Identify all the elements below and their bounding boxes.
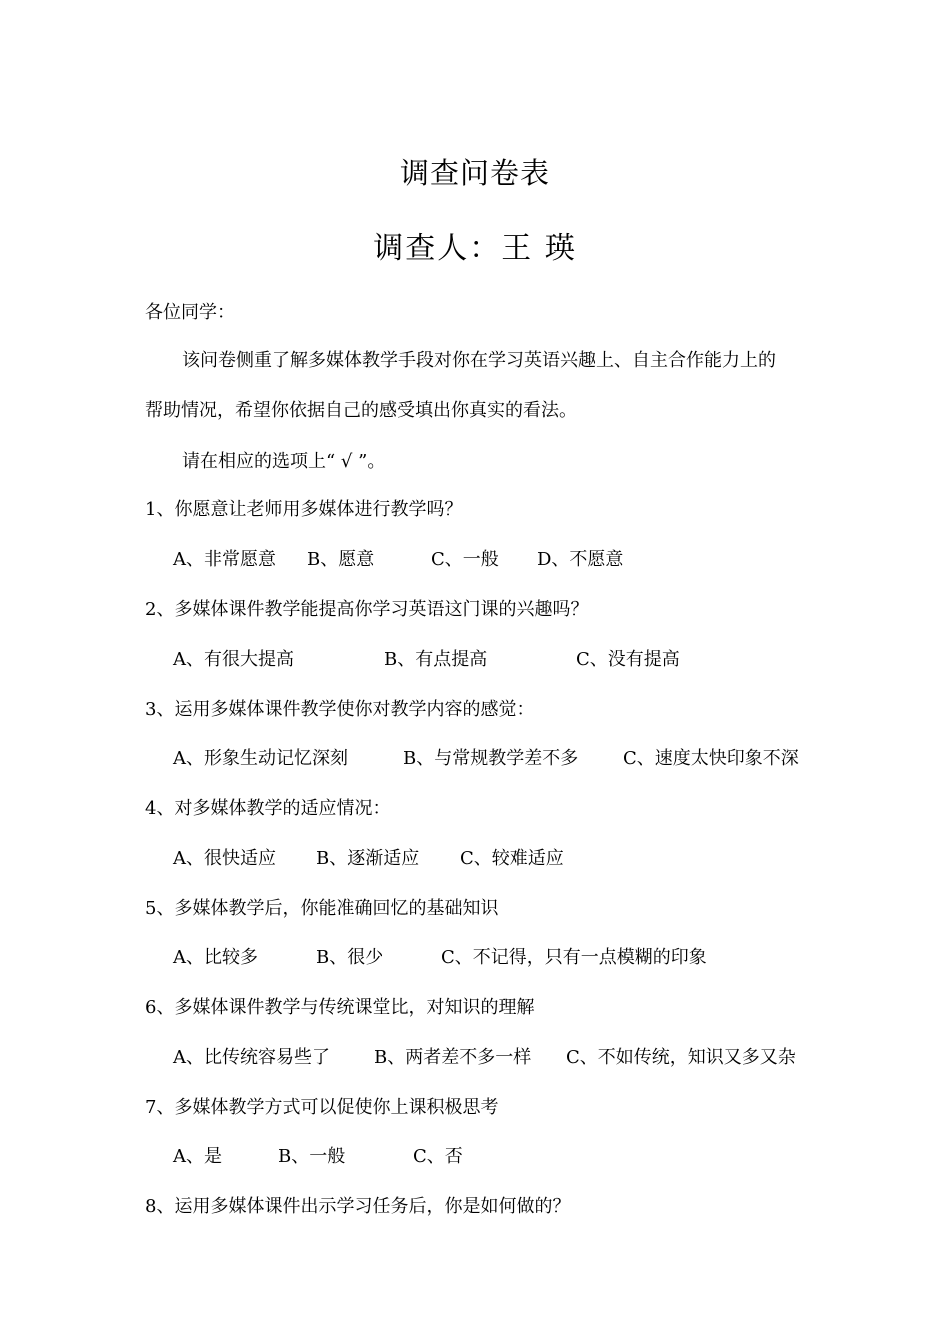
question-1: 1、你愿意让老师用多媒体进行教学吗？ bbox=[145, 499, 463, 520]
question-4-options bbox=[0, 846, 950, 872]
question-2: 2、多媒体课件教学能提高你学习英语这门课的兴趣吗？ bbox=[145, 599, 589, 620]
q7-option-a: A、是 bbox=[173, 1146, 222, 1167]
q3-option-b: B、与常规教学差不多 bbox=[403, 748, 579, 769]
intro-line-2: 帮助情况，希望你依据自己的感受填出你真实的看法。 bbox=[145, 400, 577, 421]
question-2-options bbox=[0, 647, 950, 673]
intro-line-1: 该问卷侧重了解多媒体教学手段对你在学习英语兴趣上、自主合作能力上的 bbox=[182, 350, 776, 371]
question-6-options bbox=[0, 1045, 950, 1071]
question-4: 4、对多媒体教学的适应情况： bbox=[145, 798, 391, 819]
q1-option-b: B、愿意 bbox=[307, 549, 375, 570]
question-1-options bbox=[0, 547, 950, 573]
question-7-options bbox=[0, 1144, 950, 1170]
instruction: 请在相应的选项上“ √ ”。 bbox=[182, 451, 386, 472]
q4-option-a: A、很快适应 bbox=[173, 848, 276, 869]
q2-option-c: C、没有提高 bbox=[576, 649, 680, 670]
question-3: 3、运用多媒体课件教学使你对教学内容的感觉： bbox=[145, 699, 535, 720]
q4-option-c: C、较难适应 bbox=[460, 848, 564, 869]
q1-option-a: A、非常愿意 bbox=[173, 549, 276, 570]
greeting: 各位同学： bbox=[145, 302, 235, 323]
q1-option-c: C、一般 bbox=[431, 549, 499, 570]
document-author: 调查人：王 瑛 bbox=[373, 231, 577, 266]
q3-option-c: C、速度太快印象不深 bbox=[623, 748, 799, 769]
q6-option-a: A、比传统容易些了 bbox=[173, 1047, 330, 1068]
q7-option-b: B、一般 bbox=[278, 1146, 346, 1167]
q1-option-d: D、不愿意 bbox=[537, 549, 624, 570]
question-6: 6、多媒体课件教学与传统课堂比，对知识的理解 bbox=[145, 997, 535, 1018]
q5-option-c: C、不记得，只有一点模糊的印象 bbox=[441, 947, 707, 968]
q2-option-a: A、有很大提高 bbox=[173, 649, 294, 670]
question-5: 5、多媒体教学后，你能准确回忆的基础知识 bbox=[145, 898, 499, 919]
q3-option-a: A、形象生动记忆深刻 bbox=[173, 748, 348, 769]
question-8: 8、运用多媒体课件出示学习任务后，你是如何做的？ bbox=[145, 1196, 571, 1217]
q7-option-c: C、否 bbox=[413, 1146, 463, 1167]
q2-option-b: B、有点提高 bbox=[384, 649, 488, 670]
question-5-options bbox=[0, 945, 950, 971]
question-7: 7、多媒体教学方式可以促使你上课积极思考 bbox=[145, 1097, 499, 1118]
question-3-options bbox=[0, 746, 950, 772]
q6-option-b: B、两者差不多一样 bbox=[374, 1047, 532, 1068]
document-title: 调查问卷表 bbox=[399, 156, 550, 190]
q5-option-a: A、比较多 bbox=[173, 947, 258, 968]
q4-option-b: B、逐渐适应 bbox=[316, 848, 420, 869]
q5-option-b: B、很少 bbox=[316, 947, 384, 968]
q6-option-c: C、不如传统，知识又多又杂 bbox=[566, 1047, 796, 1068]
